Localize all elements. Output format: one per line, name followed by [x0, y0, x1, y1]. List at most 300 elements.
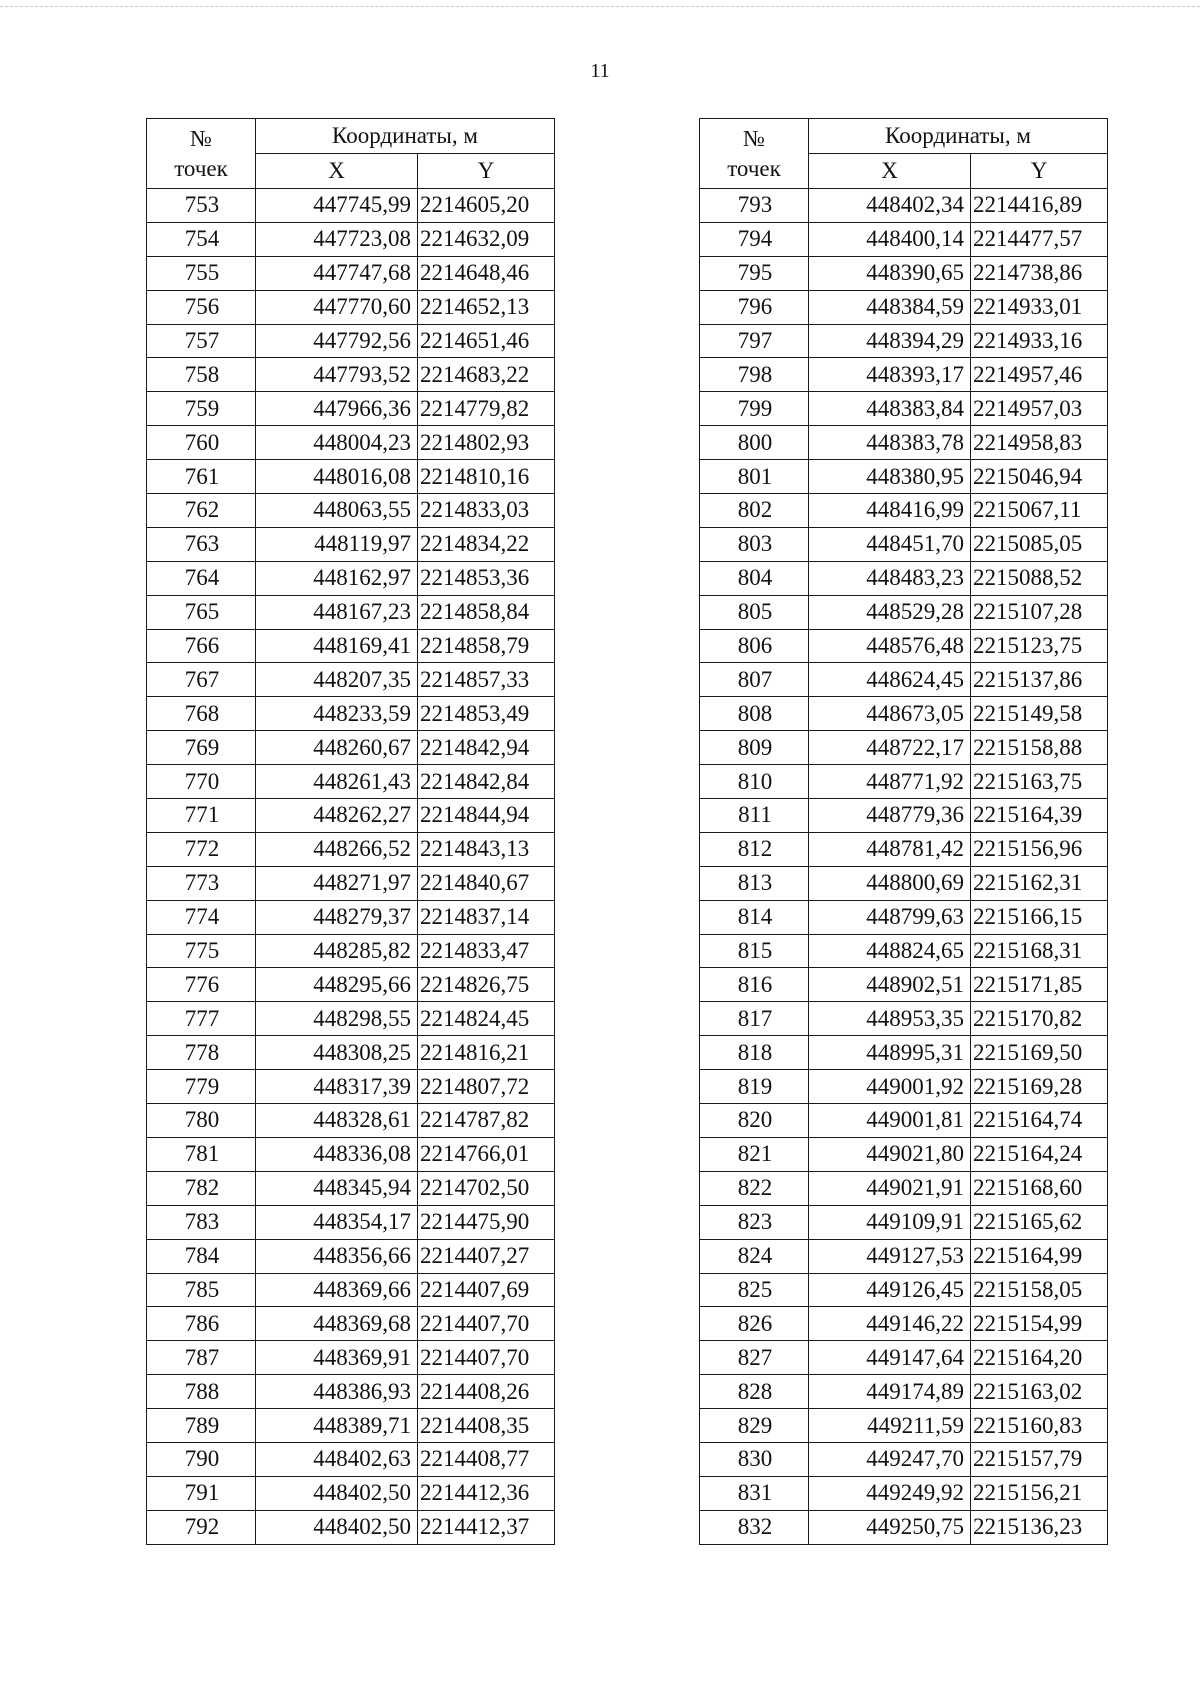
y-coordinate-cell: 2215067,11 — [971, 494, 1108, 528]
point-number-cell: 809 — [700, 731, 809, 765]
y-coordinate-cell: 2214652,13 — [418, 290, 555, 324]
table-row — [700, 934, 1108, 968]
point-number-cell: 767 — [147, 663, 256, 697]
x-coordinate-cell: 447745,99 — [256, 189, 418, 223]
y-coordinate-cell: 2214853,49 — [418, 697, 555, 731]
y-coordinate-cell: 2214407,69 — [418, 1273, 555, 1307]
y-coordinate-cell: 2214833,03 — [418, 494, 555, 528]
points-label: точек — [174, 155, 228, 181]
table-row — [700, 494, 1108, 528]
table-row — [147, 256, 555, 290]
point-number-cell: 800 — [700, 426, 809, 460]
y-coordinate-cell: 2214858,79 — [418, 629, 555, 663]
table-row — [147, 663, 555, 697]
y-coordinate-cell: 2214833,47 — [418, 934, 555, 968]
y-coordinate-cell: 2215160,83 — [971, 1409, 1108, 1443]
x-coordinate-cell: 448271,97 — [256, 866, 418, 900]
coordinates-header: Координаты, м — [256, 119, 555, 154]
table-row — [700, 697, 1108, 731]
point-number-cell: 780 — [147, 1104, 256, 1138]
x-coordinate-cell: 448261,43 — [256, 765, 418, 799]
x-coordinate-cell: 448063,55 — [256, 494, 418, 528]
x-coordinate-cell: 448390,65 — [809, 256, 971, 290]
table-row — [147, 1002, 555, 1036]
y-coordinate-cell: 2214957,46 — [971, 358, 1108, 392]
table-row — [147, 968, 555, 1002]
y-coordinate-cell: 2214412,36 — [418, 1476, 555, 1510]
y-coordinate-cell: 2214779,82 — [418, 392, 555, 426]
table-row — [147, 866, 555, 900]
table-row — [147, 460, 555, 494]
point-number-cell: 765 — [147, 595, 256, 629]
y-coordinate-cell: 2214787,82 — [418, 1104, 555, 1138]
point-number-cell: 792 — [147, 1510, 256, 1544]
table-row — [147, 832, 555, 866]
table-row — [147, 799, 555, 833]
point-number-cell: 808 — [700, 697, 809, 731]
point-number-cell: 779 — [147, 1070, 256, 1104]
y-coordinate-cell: 2215158,05 — [971, 1273, 1108, 1307]
y-coordinate-cell: 2215164,39 — [971, 799, 1108, 833]
x-coordinate-cell: 448483,23 — [809, 561, 971, 595]
x-coordinate-cell: 448354,17 — [256, 1205, 418, 1239]
x-coordinate-cell: 448779,36 — [809, 799, 971, 833]
point-number-cell: 762 — [147, 494, 256, 528]
x-coordinate-cell: 448317,39 — [256, 1070, 418, 1104]
point-number-cell: 811 — [700, 799, 809, 833]
y-coordinate-cell: 2214933,01 — [971, 290, 1108, 324]
table-row — [147, 595, 555, 629]
x-coordinate-cell: 448380,95 — [809, 460, 971, 494]
x-coordinate-cell: 448308,25 — [256, 1036, 418, 1070]
y-coordinate-cell: 2214842,84 — [418, 765, 555, 799]
x-coordinate-cell: 447747,68 — [256, 256, 418, 290]
y-coordinate-cell: 2215158,88 — [971, 731, 1108, 765]
x-coordinate-cell: 447792,56 — [256, 324, 418, 358]
y-coordinate-cell: 2215156,21 — [971, 1476, 1108, 1510]
y-coordinate-cell: 2214957,03 — [971, 392, 1108, 426]
y-coordinate-cell: 2214408,26 — [418, 1375, 555, 1409]
table-row — [700, 222, 1108, 256]
y-coordinate-cell: 2214605,20 — [418, 189, 555, 223]
number-sign: № — [743, 125, 765, 151]
x-coordinate-cell: 447793,52 — [256, 358, 418, 392]
x-coordinate-cell: 447723,08 — [256, 222, 418, 256]
point-number-cell: 774 — [147, 900, 256, 934]
point-number-cell: 769 — [147, 731, 256, 765]
x-coordinate-cell: 448356,66 — [256, 1239, 418, 1273]
point-number-cell: 806 — [700, 629, 809, 663]
y-coordinate-cell: 2215154,99 — [971, 1307, 1108, 1341]
x-coordinate-cell: 448722,17 — [809, 731, 971, 765]
y-coordinate-cell: 2214933,16 — [971, 324, 1108, 358]
x-coordinate-cell: 448260,67 — [256, 731, 418, 765]
y-column-header: Y — [418, 154, 555, 189]
table-row — [700, 290, 1108, 324]
points-label: точек — [727, 155, 781, 181]
y-coordinate-cell: 2215107,28 — [971, 595, 1108, 629]
table-row — [147, 1341, 555, 1375]
point-number-cell: 755 — [147, 256, 256, 290]
x-coordinate-cell: 448824,65 — [809, 934, 971, 968]
point-number-cell: 786 — [147, 1307, 256, 1341]
x-coordinate-cell: 448384,59 — [809, 290, 971, 324]
table-row — [700, 1476, 1108, 1510]
y-coordinate-cell: 2214477,57 — [971, 222, 1108, 256]
table-row — [700, 527, 1108, 561]
x-coordinate-cell: 448799,63 — [809, 900, 971, 934]
table-row — [700, 1273, 1108, 1307]
point-number-cell: 776 — [147, 968, 256, 1002]
table-row — [147, 222, 555, 256]
y-coordinate-cell: 2215164,99 — [971, 1239, 1108, 1273]
x-coordinate-cell: 448416,99 — [809, 494, 971, 528]
point-number-cell: 825 — [700, 1273, 809, 1307]
x-coordinate-cell: 448402,50 — [256, 1510, 418, 1544]
y-coordinate-cell: 2215170,82 — [971, 1002, 1108, 1036]
y-column-header: Y — [971, 154, 1108, 189]
point-number-cell: 798 — [700, 358, 809, 392]
x-column-header: X — [809, 154, 971, 189]
table-row — [700, 629, 1108, 663]
table-row — [147, 697, 555, 731]
x-coordinate-cell: 448369,91 — [256, 1341, 418, 1375]
y-coordinate-cell: 2214858,84 — [418, 595, 555, 629]
point-number-cell: 773 — [147, 866, 256, 900]
point-number-cell: 815 — [700, 934, 809, 968]
table-row — [700, 1002, 1108, 1036]
y-coordinate-cell: 2214738,86 — [971, 256, 1108, 290]
table-row — [147, 1442, 555, 1476]
x-coordinate-cell: 449249,92 — [809, 1476, 971, 1510]
point-number-cell: 827 — [700, 1341, 809, 1375]
y-coordinate-cell: 2214683,22 — [418, 358, 555, 392]
x-coordinate-cell: 448285,82 — [256, 934, 418, 968]
point-number-cell: 822 — [700, 1171, 809, 1205]
table-row — [700, 1171, 1108, 1205]
table-row — [700, 799, 1108, 833]
x-coordinate-cell: 448529,28 — [809, 595, 971, 629]
point-number-cell: 787 — [147, 1341, 256, 1375]
point-number-cell: 791 — [147, 1476, 256, 1510]
x-coordinate-cell: 448383,78 — [809, 426, 971, 460]
table-row — [147, 1273, 555, 1307]
point-number-cell: 777 — [147, 1002, 256, 1036]
x-coordinate-cell: 448262,27 — [256, 799, 418, 833]
table-row — [147, 426, 555, 460]
y-coordinate-cell: 2214826,75 — [418, 968, 555, 1002]
point-number-cell: 759 — [147, 392, 256, 426]
point-number-cell: 795 — [700, 256, 809, 290]
point-number-cell: 794 — [700, 222, 809, 256]
point-number-cell: 768 — [147, 697, 256, 731]
point-number-cell: 757 — [147, 324, 256, 358]
coordinates-table-right — [699, 118, 1108, 1545]
y-coordinate-cell: 2214857,33 — [418, 663, 555, 697]
x-coordinate-cell: 448953,35 — [809, 1002, 971, 1036]
point-number-cell: 760 — [147, 426, 256, 460]
table-row — [147, 629, 555, 663]
table-row — [147, 1104, 555, 1138]
table-row — [700, 358, 1108, 392]
table-row — [700, 256, 1108, 290]
y-coordinate-cell: 2214824,45 — [418, 1002, 555, 1036]
point-number-cell: 763 — [147, 527, 256, 561]
x-coordinate-cell: 449001,81 — [809, 1104, 971, 1138]
point-number-cell: 803 — [700, 527, 809, 561]
x-coordinate-cell: 448369,66 — [256, 1273, 418, 1307]
y-coordinate-cell: 2215168,60 — [971, 1171, 1108, 1205]
table-row — [700, 832, 1108, 866]
table-row — [700, 1070, 1108, 1104]
x-coordinate-cell: 448800,69 — [809, 866, 971, 900]
table-row — [147, 1307, 555, 1341]
y-coordinate-cell: 2215157,79 — [971, 1442, 1108, 1476]
x-coordinate-cell: 449211,59 — [809, 1409, 971, 1443]
scan-edge-line — [0, 6, 1200, 7]
table-body-left — [147, 189, 555, 1545]
y-coordinate-cell: 2214834,22 — [418, 527, 555, 561]
table-row — [700, 1239, 1108, 1273]
y-coordinate-cell: 2215171,85 — [971, 968, 1108, 1002]
y-coordinate-cell: 2215149,58 — [971, 697, 1108, 731]
point-number-cell: 770 — [147, 765, 256, 799]
x-coordinate-cell: 448771,92 — [809, 765, 971, 799]
point-number-cell: 812 — [700, 832, 809, 866]
point-number-cell: 807 — [700, 663, 809, 697]
y-coordinate-cell: 2214807,72 — [418, 1070, 555, 1104]
y-coordinate-cell: 2214853,36 — [418, 561, 555, 595]
point-number-header — [700, 119, 809, 189]
table-row — [700, 595, 1108, 629]
point-number-cell: 788 — [147, 1375, 256, 1409]
table-row — [147, 1375, 555, 1409]
table-row — [700, 392, 1108, 426]
y-coordinate-cell: 2215163,02 — [971, 1375, 1108, 1409]
point-number-cell: 829 — [700, 1409, 809, 1443]
table-row — [700, 1341, 1108, 1375]
table-row — [147, 1070, 555, 1104]
x-coordinate-cell: 448369,68 — [256, 1307, 418, 1341]
x-coordinate-cell: 448169,41 — [256, 629, 418, 663]
point-number-cell: 797 — [700, 324, 809, 358]
x-column-header: X — [256, 154, 418, 189]
x-coordinate-cell: 448386,93 — [256, 1375, 418, 1409]
x-coordinate-cell: 449021,80 — [809, 1137, 971, 1171]
point-number-cell: 828 — [700, 1375, 809, 1409]
table-row — [147, 392, 555, 426]
table-row — [147, 1409, 555, 1443]
x-coordinate-cell: 448336,08 — [256, 1137, 418, 1171]
x-coordinate-cell: 448167,23 — [256, 595, 418, 629]
x-coordinate-cell: 448781,42 — [809, 832, 971, 866]
y-coordinate-cell: 2214651,46 — [418, 324, 555, 358]
x-coordinate-cell: 448402,50 — [256, 1476, 418, 1510]
point-number-cell: 819 — [700, 1070, 809, 1104]
point-number-cell: 820 — [700, 1104, 809, 1138]
y-coordinate-cell: 2214842,94 — [418, 731, 555, 765]
table-row — [700, 663, 1108, 697]
x-coordinate-cell: 448207,35 — [256, 663, 418, 697]
point-number-cell: 782 — [147, 1171, 256, 1205]
x-coordinate-cell: 449174,89 — [809, 1375, 971, 1409]
table-row — [147, 189, 555, 223]
x-coordinate-cell: 448004,23 — [256, 426, 418, 460]
x-coordinate-cell: 448402,63 — [256, 1442, 418, 1476]
point-number-cell: 802 — [700, 494, 809, 528]
x-coordinate-cell: 449109,91 — [809, 1205, 971, 1239]
table-row — [700, 731, 1108, 765]
table-row — [147, 1476, 555, 1510]
x-coordinate-cell: 449001,92 — [809, 1070, 971, 1104]
point-number-cell: 831 — [700, 1476, 809, 1510]
table-row — [700, 1375, 1108, 1409]
point-number-cell: 826 — [700, 1307, 809, 1341]
point-number-cell: 804 — [700, 561, 809, 595]
x-coordinate-cell: 448995,31 — [809, 1036, 971, 1070]
point-number-cell: 814 — [700, 900, 809, 934]
x-coordinate-cell: 448162,97 — [256, 561, 418, 595]
table-row — [147, 934, 555, 968]
point-number-cell: 821 — [700, 1137, 809, 1171]
point-number-cell: 783 — [147, 1205, 256, 1239]
x-coordinate-cell: 449021,91 — [809, 1171, 971, 1205]
table-row — [147, 1510, 555, 1544]
x-coordinate-cell: 448451,70 — [809, 527, 971, 561]
x-coordinate-cell: 448576,48 — [809, 629, 971, 663]
x-coordinate-cell: 449147,64 — [809, 1341, 971, 1375]
x-coordinate-cell: 448402,34 — [809, 189, 971, 223]
table-row — [700, 1104, 1108, 1138]
y-coordinate-cell: 2215085,05 — [971, 527, 1108, 561]
table-row — [147, 1171, 555, 1205]
point-number-cell: 771 — [147, 799, 256, 833]
y-coordinate-cell: 2214632,09 — [418, 222, 555, 256]
y-coordinate-cell: 2215169,28 — [971, 1070, 1108, 1104]
table-row — [700, 1409, 1108, 1443]
point-number-cell: 775 — [147, 934, 256, 968]
y-coordinate-cell: 2215088,52 — [971, 561, 1108, 595]
y-coordinate-cell: 2215137,86 — [971, 663, 1108, 697]
x-coordinate-cell: 448394,29 — [809, 324, 971, 358]
x-coordinate-cell: 449126,45 — [809, 1273, 971, 1307]
x-coordinate-cell: 449250,75 — [809, 1510, 971, 1544]
y-coordinate-cell: 2215169,50 — [971, 1036, 1108, 1070]
table-body-right — [700, 189, 1108, 1545]
x-coordinate-cell: 448295,66 — [256, 968, 418, 1002]
point-number-cell: 785 — [147, 1273, 256, 1307]
table-row — [147, 494, 555, 528]
x-coordinate-cell: 447966,36 — [256, 392, 418, 426]
x-coordinate-cell: 448298,55 — [256, 1002, 418, 1036]
x-coordinate-cell: 448016,08 — [256, 460, 418, 494]
y-coordinate-cell: 2214407,27 — [418, 1239, 555, 1273]
table-row — [700, 1510, 1108, 1544]
point-number-cell: 789 — [147, 1409, 256, 1443]
x-coordinate-cell: 449247,70 — [809, 1442, 971, 1476]
y-coordinate-cell: 2215166,15 — [971, 900, 1108, 934]
point-number-cell: 756 — [147, 290, 256, 324]
table-row — [700, 1036, 1108, 1070]
x-coordinate-cell: 448383,84 — [809, 392, 971, 426]
table-row — [700, 900, 1108, 934]
y-coordinate-cell: 2214840,67 — [418, 866, 555, 900]
point-number-cell: 796 — [700, 290, 809, 324]
table-row — [147, 731, 555, 765]
y-coordinate-cell: 2214408,35 — [418, 1409, 555, 1443]
point-number-cell: 793 — [700, 189, 809, 223]
point-number-cell: 758 — [147, 358, 256, 392]
point-number-cell: 816 — [700, 968, 809, 1002]
table-row — [700, 866, 1108, 900]
point-number-cell: 753 — [147, 189, 256, 223]
coordinates-header: Координаты, м — [809, 119, 1108, 154]
y-coordinate-cell: 2214475,90 — [418, 1205, 555, 1239]
point-number-cell: 830 — [700, 1442, 809, 1476]
y-coordinate-cell: 2214816,21 — [418, 1036, 555, 1070]
point-number-cell: 801 — [700, 460, 809, 494]
number-sign: № — [190, 125, 212, 151]
point-number-cell: 817 — [700, 1002, 809, 1036]
page-number: 11 — [590, 60, 610, 82]
y-coordinate-cell: 2214958,83 — [971, 426, 1108, 460]
point-number-cell: 823 — [700, 1205, 809, 1239]
y-coordinate-cell: 2215163,75 — [971, 765, 1108, 799]
y-coordinate-cell: 2214407,70 — [418, 1341, 555, 1375]
y-coordinate-cell: 2214648,46 — [418, 256, 555, 290]
y-coordinate-cell: 2214412,37 — [418, 1510, 555, 1544]
table-row — [147, 324, 555, 358]
x-coordinate-cell: 448119,97 — [256, 527, 418, 561]
y-coordinate-cell: 2214802,93 — [418, 426, 555, 460]
point-number-cell: 784 — [147, 1239, 256, 1273]
point-number-cell: 778 — [147, 1036, 256, 1070]
table-row — [147, 1036, 555, 1070]
y-coordinate-cell: 2214837,14 — [418, 900, 555, 934]
table-row — [700, 765, 1108, 799]
point-number-cell: 818 — [700, 1036, 809, 1070]
x-coordinate-cell: 449146,22 — [809, 1307, 971, 1341]
point-number-cell: 766 — [147, 629, 256, 663]
point-number-cell: 754 — [147, 222, 256, 256]
x-coordinate-cell: 447770,60 — [256, 290, 418, 324]
table-row — [147, 527, 555, 561]
point-number-cell: 832 — [700, 1510, 809, 1544]
y-coordinate-cell: 2214766,01 — [418, 1137, 555, 1171]
point-number-cell: 810 — [700, 765, 809, 799]
y-coordinate-cell: 2214416,89 — [971, 189, 1108, 223]
y-coordinate-cell: 2214407,70 — [418, 1307, 555, 1341]
table-row — [700, 1137, 1108, 1171]
table-row — [147, 1205, 555, 1239]
point-number-cell: 790 — [147, 1442, 256, 1476]
table-row — [700, 426, 1108, 460]
table-row — [700, 1205, 1108, 1239]
x-coordinate-cell: 448328,61 — [256, 1104, 418, 1138]
x-coordinate-cell: 448279,37 — [256, 900, 418, 934]
y-coordinate-cell: 2215165,62 — [971, 1205, 1108, 1239]
y-coordinate-cell: 2215136,23 — [971, 1510, 1108, 1544]
table-row — [700, 1307, 1108, 1341]
table-row — [147, 900, 555, 934]
y-coordinate-cell: 2214702,50 — [418, 1171, 555, 1205]
point-number-header — [147, 119, 256, 189]
y-coordinate-cell: 2215164,24 — [971, 1137, 1108, 1171]
x-coordinate-cell: 448233,59 — [256, 697, 418, 731]
y-coordinate-cell: 2215168,31 — [971, 934, 1108, 968]
table-row — [700, 324, 1108, 358]
point-number-cell: 772 — [147, 832, 256, 866]
